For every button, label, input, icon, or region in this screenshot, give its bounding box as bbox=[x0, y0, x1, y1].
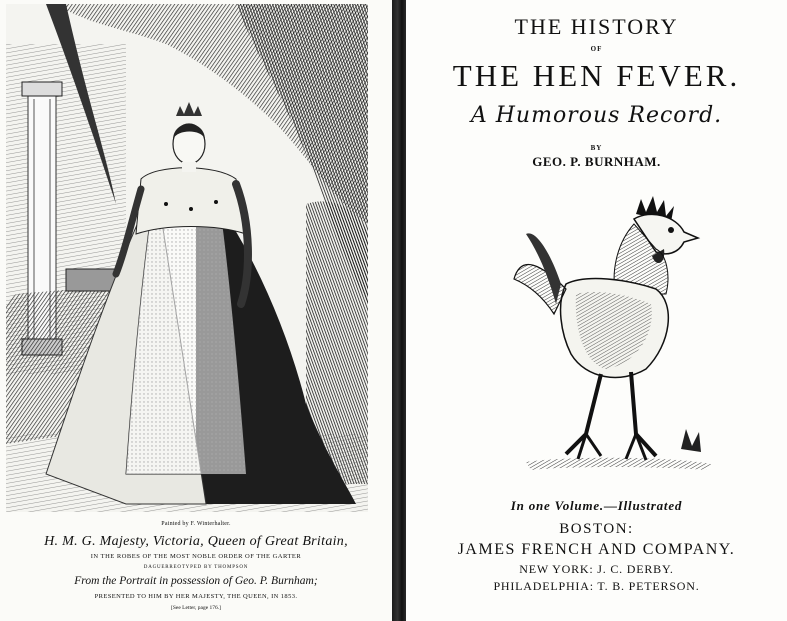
book-author: GEO. P. BURNHAM. bbox=[532, 154, 661, 169]
rooster-illustration bbox=[506, 194, 726, 484]
daguerreotype-credit: DAGUERREOTYPED BY THOMPSON bbox=[143, 565, 249, 570]
title-page bbox=[406, 0, 787, 621]
book-gutter bbox=[392, 0, 406, 621]
title-of: OF bbox=[590, 45, 603, 53]
frontispiece-robes-line: IN THE ROBES OF THE MOST NOBLE ORDER OF THE GARTER bbox=[90, 553, 302, 560]
book-main-title: THE HEN FEVER. bbox=[452, 58, 741, 93]
queen-engraving-illustration bbox=[6, 4, 368, 512]
portrait-provenance: From the Portrait in possession of Geo. P. Burnham; bbox=[74, 575, 318, 587]
frontispiece-title: H. M. G. Majesty, Victoria, Queen of Great Britain, bbox=[44, 534, 348, 549]
title-the-history: THE HISTORY bbox=[514, 14, 679, 39]
frontispiece-page bbox=[0, 0, 392, 621]
painted-by-credit: Painted by F. Winterhalter. bbox=[161, 521, 231, 527]
imprint-philadelphia: PHILADELPHIA: T. B. PETERSON. bbox=[493, 579, 700, 593]
book-subtitle: A Humorous Record. bbox=[470, 103, 723, 128]
see-letter-note: [See Letter, page 176.] bbox=[170, 605, 222, 611]
imprint-city: BOSTON: bbox=[559, 521, 634, 537]
title-by: BY bbox=[590, 144, 603, 152]
volume-note: In one Volume.—Illustrated bbox=[510, 498, 683, 513]
imprint-publisher: JAMES FRENCH AND COMPANY. bbox=[457, 541, 736, 558]
imprint-new-york: NEW YORK: J. C. DERBY. bbox=[519, 562, 674, 576]
presented-line: PRESENTED TO HIM BY HER MAJESTY, THE QUEEN, IN 1853. bbox=[94, 593, 298, 600]
